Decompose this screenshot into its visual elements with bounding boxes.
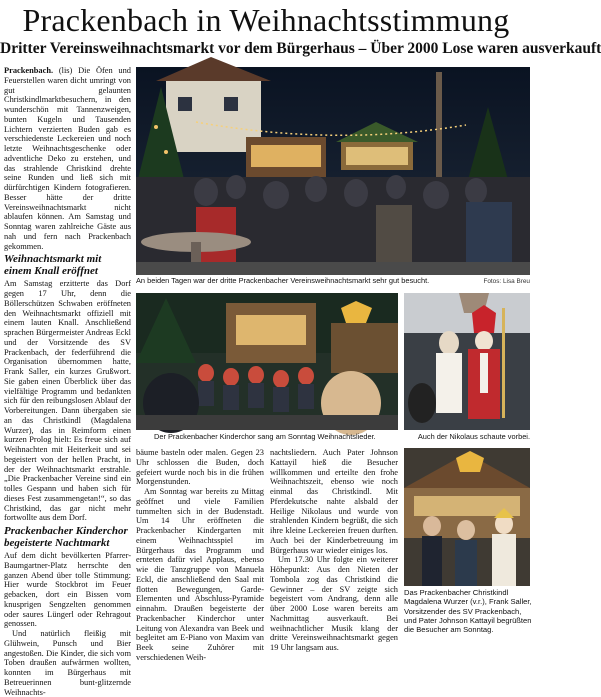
caption-nikolaus: Auch der Nikolaus schaute vorbei.	[417, 432, 530, 441]
intro-text: (lis) Die Öfen und Feuerstellen waren dicht umringt von gut gelaunten Christkindlmarktbesuchern, in den wunderschön mit Tannenzweigen, bunten Kugeln und Tausenden Lichtern verzierten Buden gab es verschiedenste Leckereien und noch letzte Weihnachtsgeschenke oder adventliche Deko zu erstehen, und das strahlende Christkind drehte seine Runden und ließ sich mit dürfürchtigen Kindern fotografieren. Besser hätte der dritte Vereinsweihnachtsmarkt nicht ablaufen können. Am Samstag und Sonntag waren zahlreiche Gäste aus nah und fern nach Prackenbach gekommen.	[4, 66, 131, 251]
photo-credit: Fotos: Lisa Breu	[483, 278, 530, 285]
paragraph-gluehwein: Und natürlich fleißig mit Glühwein, Punsch und Bier angestoßen. Die Kinder, die sich vom Toben draußen aufwärmen wollten, konnten im Bürgerhaus mit Betreuerinnen bunt-glitzernde Weihnachts-	[4, 629, 131, 697]
text-column-1	[4, 66, 131, 697]
dateline: Prackenbach.	[4, 66, 54, 75]
photo-kinderchor	[136, 293, 398, 430]
paragraph-budenschluss: bäume basteln oder malen. Gegen 23 Uhr schlossen die Buden, doch gefeiert wurde noch bis in die frühen Morgenstunden.	[136, 448, 264, 487]
subheading-knall: Weihnachtsmarkt mit einem Knall eröffnet	[4, 253, 102, 278]
caption-kinderchor: Der Prackenbacher Kinderchor sang am Sonntag Weihnachtslieder.	[154, 432, 376, 441]
article-headline: Prackenbach in Weihnachtsstimmung	[22, 2, 510, 38]
paragraph-platz: Auf dem dicht bevölkerten Pfarrer-Baumgartner-Platz herrschte den ganzen Abend über tolle Stimmung: Hier wurde Stockbrot im Feuer gebacken, dort ein Bissen vom knusprigen Sengzelten genommen oder saures Lüngerl oder Rehragout genossen.	[4, 551, 131, 629]
paragraph-sonntag: Am Sonntag war bereits zu Mittag geöffnet und viele Familien tummelten sich in der Budenstadt. Um 14 Uhr eröffneten die Prackenbacher Kindergarten mit einem Weihnachtsspiel im Bürgerhaus das Programm und ernteten dafür viel Applaus, ebenso wie die Tanzgruppe von Manuela Eckl, die anschließend den Saal mit flotten Bewegungen, Garde-Elementen und Abschluss-Pyramide einnahm. Draußen begeisterte der Prackenbacher Kinderchor unter Leitung von Alexandra van Beek und begleitet am E-Piano von Maxim van Beek seine Zuhörer mit verschiedenen Weih-	[136, 487, 264, 662]
subheading-kinderchor: Prackenbacher Kinderchor begeisterte Nachtmarkt	[4, 525, 128, 549]
article-subheadline: Dritter Vereinsweihnachtsmarkt vor dem Bürgerhaus – Über 2000 Lose waren ausverkauft	[0, 40, 601, 57]
text-column-2	[136, 448, 264, 663]
photo-nikolaus	[404, 293, 530, 430]
caption-main-photo: An beiden Tagen war der dritte Prackenbacher Vereinsweihnachtsmarkt sehr gut besucht.	[136, 276, 430, 285]
text-column-3	[270, 448, 398, 653]
paragraph-knall: Am Samstag erzitterte das Dorf gegen 17 Uhr, denn die Böllerschützen Schwaben eröffneten den Weihnachtsmarkt offiziell mit einem lauten Knall. Anschließend sprachen Bürgermeister Andreas Eckl und der Vorsitzende des SV Prackenbach, der federführend die Organisation übernommen hatte, Frank Saller, ein kurzes Grußwort. Sie gaben einen Überblick über das vielfältige Programm und bedankten sich für den reibungslosen Ablauf der Vorbereitungen. Dann übergaben sie an das Christkindl (Magdalena Wurzer), das in Reimform einen kurzen Prolog hielt: Es freue sich auf Weihnachten mit Heiterkeit und sei begeistert von der hellen Pracht, in der der Weihnachtsmarkt erstrahle. „Die Prackenbacher Vereine sind ein tolles Gespann und haben sich für dieses Fest zusammengetan!“, so das Christkind, das gar nicht mehr fortwollte aus dem Dorf.	[4, 279, 131, 523]
photo-christmas-market-night	[136, 67, 530, 275]
paragraph-tombola: Um 17.30 Uhr folgte ein weiterer Höhepunkt: Aus den Nieten der Tombola zog das Christkind die Gewinner – der SV zeigte sich begeistert vom Andrang, denn alle über 2000 Lose waren bereits am Nachmittag ausverkauft. Bei weihnachtlicher Musik klang der dritte Vereinsweihnachtsmarkt gegen 19 Uhr langsam aus.	[270, 555, 398, 652]
photo-group-christkindl	[404, 448, 530, 586]
paragraph-pater: nachtsliedern. Auch Pater Johnson Kattayil hieß die Besucher willkommen und erteilte den frohe Weihnachtszeit, ebenso wie noch einmal das Christkindl. Mit Pferdekutsche nahte alsbald der Heilige Nikolaus und wurde von strahlenden Kindern begrüßt, die sich ihre kleine Leckereien freuen durften. Auch bei der Kinderbetreuung im Bürgerhaus war wieder einiges los.	[270, 448, 398, 555]
paragraph-intro	[4, 66, 131, 251]
caption-group: Das Prackenbacher Christkindl Magdalena Wurzer (v.r.), Frank Saller, Vorsitzender des SV Prackenbach, und Pater Johnson Kattayil begrüßten die Besucher am Sonntag.	[404, 588, 532, 635]
